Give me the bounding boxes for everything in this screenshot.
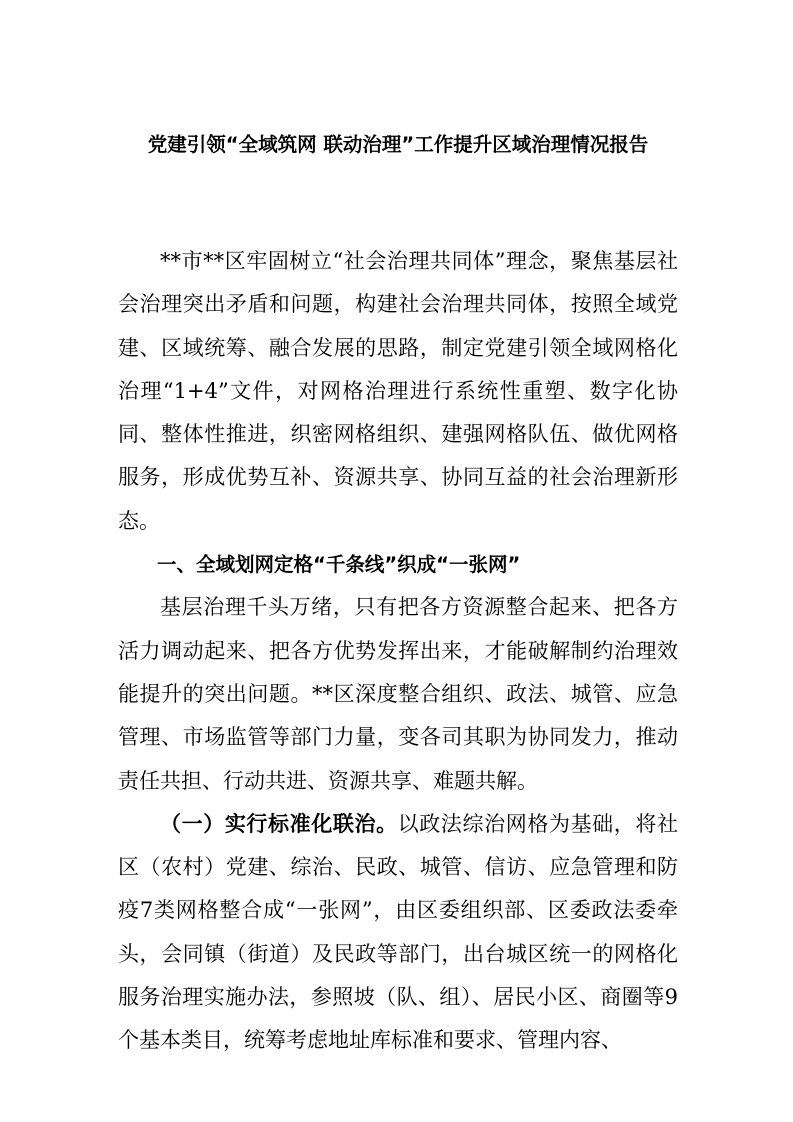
section-heading: 一、全域划网定格“千条线”织成“一张网” [157,553,521,577]
document-body [118,240,678,1063]
document-title: 党建引领“全域筑网 联动治理”工作提升区域治理情况报告 [147,133,649,156]
subsection-lead: （一）实行标准化联治。 [160,811,398,836]
subsection-paragraph [118,803,678,1063]
section-paragraph: 基层治理千头万绪，只有把各方资源整合起来、把各方活力调动起来、把各方优势发挥出来，才能破解制约治理效能提升的突出问题。**区深度整合组织、政法、城管、应急管理、市场监管等部门力量，变各司其职为协同发力，推动责任共担、行动共进、资源共享、难题共解。 [118,595,678,793]
subsection-text: 以政法综治网格为基础，将社区（农村）党建、综治、民政、城管、信访、应急管理和防疫7类网格整合成“一张网”，由区委组织部、区委政法委牵头，会同镇（街道）及民政等部门，出台城区统一的网格化服务治理实施办法，参照坡（队、组）、居民小区、商圈等9个基本类目，统筹考虑地址库标准和要求、管理内容、 [118,811,679,1053]
intro-paragraph: **市**区牢固树立“社会治理共同体”理念，聚焦基层社会治理突出矛盾和问题，构建社会治理共同体，按照全域党建、区域统筹、融合发展的思路，制定党建引领全域网格化治理“1+4”文件，对网格治理进行系统性重塑、数字化协同、整体性推进，织密网格组织、建强网格队伍、做优网格服务，形成优势互补、资源共享、协同互益的社会治理新形态。 [118,249,678,533]
